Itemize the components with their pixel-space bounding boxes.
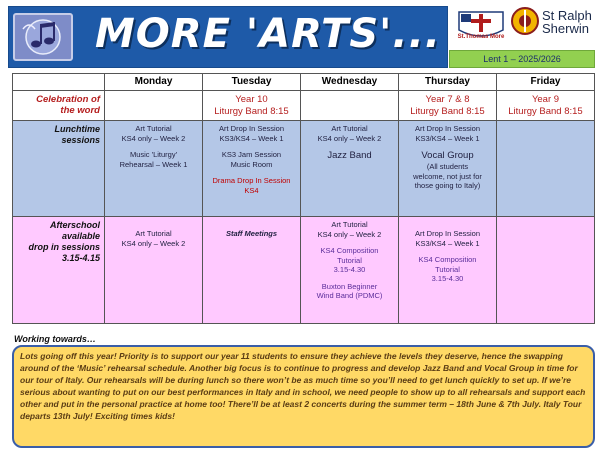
after-wed-composition-time: 3.15-4.30: [333, 265, 366, 274]
term-badge: Lent 1 – 2025/2026: [449, 50, 595, 68]
afterschool-label-line2: available: [61, 231, 100, 241]
lunch-wed-jazz-band: Jazz Band: [327, 150, 372, 161]
lunchtime-tuesday: [203, 121, 301, 217]
after-wed-art-title: Art Tutorial: [331, 220, 368, 229]
celebration-label: [13, 91, 105, 121]
after-thu-composition-time: 3.15-4.30: [431, 274, 464, 283]
celebration-tuesday-band: Liturgy Band 8:15: [214, 106, 289, 117]
after-thu-art-title: Art Drop In Session: [414, 229, 481, 238]
st-thomas-more-name: St.Thomas More: [457, 34, 505, 40]
afterschool-wednesday: [301, 217, 399, 324]
lunch-tue-drama-title: Drama Drop In Session: [212, 176, 291, 185]
lunch-wed-art-detail: KS4 only – Week 2: [317, 133, 382, 143]
celebration-tuesday: [203, 91, 301, 121]
afterschool-label-line1: Afterschool: [49, 220, 100, 230]
st-ralph-sherwin-name-line1: St Ralph: [542, 8, 592, 23]
afterschool-thursday: [399, 217, 497, 324]
afterschool-friday: [497, 217, 595, 324]
lunchtime-thursday: [399, 121, 497, 217]
after-mon-art-detail: KS4 only – Week 2: [121, 238, 186, 248]
lunch-thu-art-detail: KS3/KS4 – Week 1: [415, 133, 480, 143]
arts-timetable: [12, 73, 595, 324]
day-header-friday: Friday: [497, 74, 595, 91]
celebration-friday-year: Year 9: [531, 94, 560, 105]
day-header-thursday: Thursday: [399, 74, 497, 91]
lunch-mon-art-title: Art Tutorial: [135, 124, 172, 133]
lunch-tue-drama-detail: KS4: [244, 185, 259, 195]
page-title: MORE 'ARTS'...: [95, 11, 441, 57]
lunchtime-friday: [497, 121, 595, 217]
lunch-mon-music-title: Music 'Liturgy': [129, 150, 178, 159]
celebration-label-line2: the word: [60, 105, 100, 116]
lunch-thu-vocal-note1: (All students: [426, 162, 469, 171]
corner-cell: [13, 74, 105, 91]
after-wed-art-detail: KS4 only – Week 2: [317, 229, 382, 239]
working-towards-heading: Working towards…: [14, 334, 96, 344]
working-towards-note: Lots going off this year! Priority is to support our year 11 students to ensure they achieve the levels they deserve, hence the swapping around of the ‘Music’ rehearsal schedule. Another big focus is to continue to progress and develop Jazz Band and Vocal Group in time for our tour of Italy. Our rehearsals will be during lunch so there won’t be as much time so you’ll need to get lunch quickly to set up. If we’re serious about wanting to put on our best performances in Italy and in school, we need people to show up to all rehearsals and support each other and put in the personal practice at home too! There’ll be at least 2 concerts during the summer term – 18th June & 7th July. Italy Tour departs 13th July! Exciting times kids!: [12, 345, 595, 448]
celebration-label-line1: Celebration of: [36, 94, 100, 105]
after-mon-art-title: Art Tutorial: [135, 229, 172, 238]
school-logos: [453, 4, 595, 50]
after-wed-buxton-detail: Wind Band (PDMC): [316, 291, 383, 300]
day-header-monday: Monday: [105, 74, 203, 91]
lunchtime-wednesday: [301, 121, 399, 217]
st-ralph-sherwin-name-line2: Sherwin: [542, 21, 589, 36]
after-wed-composition-title: KS4 Composition: [320, 246, 379, 255]
day-header-tuesday: Tuesday: [203, 74, 301, 91]
lunchtime-label-line2: sessions: [61, 135, 100, 145]
afterschool-label-line4: 3.15-4.15: [61, 253, 100, 263]
afterschool-monday: [105, 217, 203, 324]
after-thu-composition-tutorial: Tutorial: [435, 264, 460, 274]
after-tue-staff-meetings: Staff Meetings: [225, 229, 278, 238]
celebration-monday: [105, 91, 203, 121]
afterschool-tuesday: [203, 217, 301, 324]
lunchtime-label: [13, 121, 105, 217]
lunchtime-label-line1: Lunchtime: [54, 124, 100, 134]
lunch-mon-music-detail: Rehearsal – Week 1: [119, 159, 188, 169]
celebration-thursday-band: Liturgy Band 8:15: [410, 106, 485, 117]
after-wed-buxton-title: Buxton Beginner: [321, 281, 378, 291]
lunch-mon-art-detail: KS4 only – Week 2: [121, 133, 186, 143]
after-wed-composition-tutorial: Tutorial: [337, 255, 362, 265]
celebration-friday-band: Liturgy Band 8:15: [508, 106, 583, 117]
lunch-thu-art-title: Art Drop In Session: [414, 124, 481, 133]
lunch-tue-jam-title: KS3 Jam Session: [221, 150, 282, 159]
lunchtime-row: [13, 121, 595, 217]
celebration-row: [13, 91, 595, 121]
lunch-tue-jam-room: Music Room: [230, 159, 273, 169]
lunch-thu-vocal-note3: those going to Italy): [414, 181, 481, 190]
celebration-tuesday-year: Year 10: [235, 94, 268, 105]
celebration-thursday: [399, 91, 497, 121]
lunch-thu-vocal-title: Vocal Group: [421, 150, 474, 161]
celebration-thursday-year: Year 7 & 8: [425, 94, 470, 105]
st-thomas-more-crest-icon: [453, 8, 509, 48]
after-thu-art-detail: KS3/KS4 – Week 1: [415, 238, 480, 248]
afterschool-label: [13, 217, 105, 324]
celebration-friday: [497, 91, 595, 121]
st-ralph-sherwin-crest-icon: [511, 6, 539, 36]
st-ralph-sherwin-name: [542, 9, 592, 35]
after-thu-composition-title: KS4 Composition: [418, 255, 477, 264]
music-note-logo: [13, 13, 73, 61]
lunchtime-monday: [105, 121, 203, 217]
lunch-wed-art-title: Art Tutorial: [331, 124, 368, 133]
lunch-tue-art-detail: KS3/KS4 – Week 1: [219, 133, 284, 143]
celebration-wednesday: [301, 91, 399, 121]
day-header-wednesday: Wednesday: [301, 74, 399, 91]
lunch-tue-art-title: Art Drop In Session: [218, 124, 285, 133]
header-banner: [8, 6, 448, 68]
lunch-thu-vocal-note2: welcome, not just for: [413, 171, 482, 181]
day-header-row: [13, 74, 595, 91]
afterschool-label-line3: drop in sessions: [28, 242, 100, 252]
afterschool-row: [13, 217, 595, 324]
